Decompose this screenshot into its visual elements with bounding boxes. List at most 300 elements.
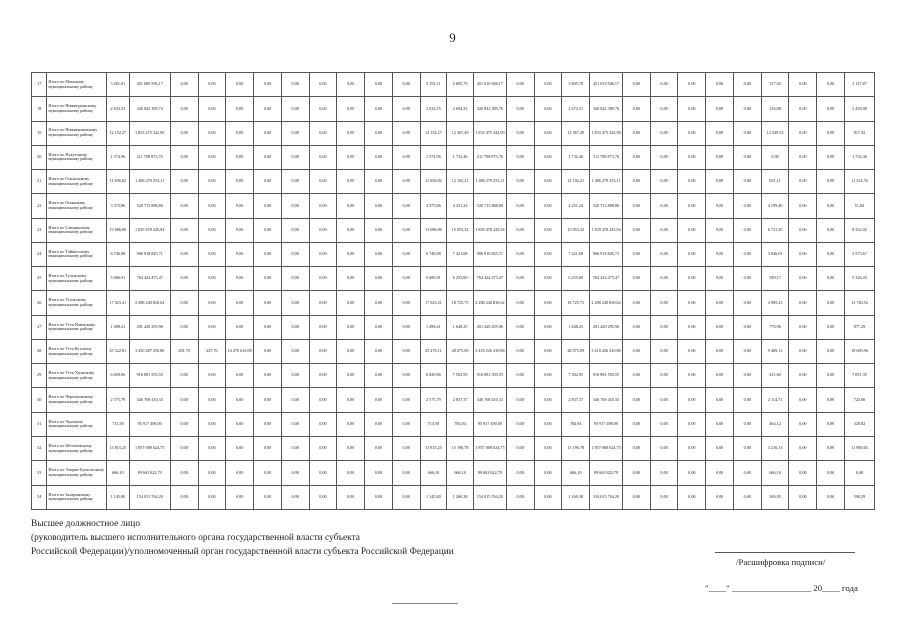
value-cell: 1 857 008 624,75 [590,436,623,460]
value-cell: 0,00 [170,242,198,266]
value-cell: 0,00 [678,242,706,266]
value-cell: 0,00 [392,364,420,388]
district-name-cell: Итого по Чунскому муниципальному району [47,412,107,436]
value-cell: 1 839 478 245,94 [129,218,170,242]
value-cell: 0,00 [198,121,226,145]
value-cell: 0,00 [733,194,761,218]
value-cell: 0,00 [392,97,420,121]
value-cell: 0,00 [622,461,650,485]
value-cell: 2 605,79 [447,73,474,97]
value-cell: 0,00 [309,242,337,266]
value-cell: 0,00 [706,170,734,194]
value-cell: 0,00 [678,194,706,218]
table-row [32,315,875,339]
row-number-cell: 29 [32,364,47,388]
value-cell: 0,00 [706,388,734,412]
value-cell: 5 326,43 [844,267,874,291]
value-cell: 0,00 [506,121,534,145]
value-cell: 5 686,91 [107,267,130,291]
value-cell: 0,00 [309,73,337,97]
value-cell: 0,00 [534,145,562,169]
value-cell: 0,00 [733,121,761,145]
value-cell: 0,00 [365,388,393,412]
value-cell: 13 815,25 [420,436,447,460]
value-cell: 0,00 [817,145,845,169]
value-cell: 0,00 [789,97,817,121]
value-cell: 0,00 [281,315,309,339]
value-cell: 0,00 [392,291,420,315]
value-cell: 1 260,38 [562,485,590,509]
value-cell: 7 421,68 [447,242,474,266]
value-cell: 12 152,27 [420,121,447,145]
value-cell: 0,00 [706,121,734,145]
value-cell: 0,00 [622,412,650,436]
value-cell: 0,00 [534,194,562,218]
value-cell: 0,00 [789,291,817,315]
value-cell: 0,00 [650,145,678,169]
value-cell: 154 015 764,20 [473,485,506,509]
value-cell: 0,00 [392,170,420,194]
value-cell: 0,00 [309,218,337,242]
row-number-cell: 17 [32,73,47,97]
value-cell: 0,00 [506,170,534,194]
value-cell: 14 470 616,00 [226,339,254,363]
value-cell: 0,00 [281,267,309,291]
value-cell: 0,00 [650,339,678,363]
value-cell: 0,00 [817,73,845,97]
row-number-cell: 26 [32,291,47,315]
value-cell: 0,00 [226,121,254,145]
value-cell: 0,00 [170,218,198,242]
value-cell: 0,00 [506,267,534,291]
value-cell: 0,00 [309,412,337,436]
value-cell: 12 152,27 [107,121,130,145]
value-cell: 1 648,25 [562,315,590,339]
value-cell: 0,00 [650,436,678,460]
district-name-cell: Итого по Усть-Илимскому муниципальному району [47,315,107,339]
value-cell: 0,00 [337,218,365,242]
value-cell: 451 600 596,17 [129,73,170,97]
district-name-cell: Итого по Слюдянскому муниципальному району [47,218,107,242]
value-cell: 6 746,98 [107,242,130,266]
value-cell: 0,00 [678,388,706,412]
value-cell: 929,17 [761,267,789,291]
value-cell: 0,00 [733,218,761,242]
value-cell: 0,00 [789,364,817,388]
value-cell: 2 633,53 [107,97,130,121]
value-cell: 95 917 490,00 [129,412,170,436]
value-cell: 89 663 822,79 [473,461,506,485]
value-cell: 13 686,86 [420,218,447,242]
value-cell: 0,00 [650,242,678,266]
district-name-cell: Итого по Нукутскому муниципальному району [47,145,107,169]
value-cell: 0,00 [281,388,309,412]
value-cell: 451 619 946,17 [590,73,623,97]
value-cell: 0,00 [226,315,254,339]
row-number-cell: 22 [32,194,47,218]
value-cell: 916 881 593,55 [590,364,623,388]
value-cell: 1 498,41 [420,315,447,339]
value-cell: 0,00 [281,412,309,436]
value-cell: 201 420 295,96 [590,315,623,339]
value-cell: 0,00 [534,485,562,509]
value-cell: 0,00 [678,412,706,436]
value-cell: 18 725,75 [447,291,474,315]
table-row [32,291,875,315]
value-cell: 3 261,81 [107,73,130,97]
district-name-cell: Итого по Мамскому муниципальному району [47,73,107,97]
value-cell: 0,00 [365,73,393,97]
district-name-cell: Итого по Заларинскому муниципальному району [47,485,107,509]
value-cell: 906 918 845,71 [473,242,506,266]
table-row [32,267,875,291]
value-cell: 0,00 [365,315,393,339]
value-cell: 0,00 [392,121,420,145]
value-cell: 0,00 [706,242,734,266]
value-cell: 0,00 [622,339,650,363]
value-cell: 0,00 [254,388,282,412]
value-cell: 0,00 [506,485,534,509]
value-cell: 0,00 [622,73,650,97]
value-cell: 0,00 [392,485,420,509]
value-cell: 25 522,81 [107,339,130,363]
value-cell: 18 725,75 [562,291,590,315]
value-cell: 0,00 [534,267,562,291]
value-cell: 1 486 279 253,11 [590,170,623,194]
value-cell: 0,00 [226,194,254,218]
value-cell: 0,00 [789,436,817,460]
value-cell: 0,00 [706,315,734,339]
value-cell: 7 502,95 [562,364,590,388]
value-cell: 0,00 [817,267,845,291]
value-cell: 0,00 [706,485,734,509]
value-cell: 12 367,49 [562,121,590,145]
value-cell: 0,00 [706,267,734,291]
table-row [32,145,875,169]
value-cell: 0,00 [309,291,337,315]
district-name-cell: Итого по Черемховскому муниципальному району [47,388,107,412]
value-cell: 0,00 [534,242,562,266]
value-cell: 7 421,68 [562,242,590,266]
value-cell: 216,88 [761,97,789,121]
value-cell: 4 199,40 [761,194,789,218]
value-cell: 0,00 [650,461,678,485]
value-cell: 0,00 [170,388,198,412]
value-cell: 0,00 [392,145,420,169]
value-cell: 0,00 [678,218,706,242]
value-cell: 0,00 [337,485,365,509]
district-name-cell: Итого по Усть-Кутскому муниципальному району [47,339,107,363]
value-cell: 0,00 [226,485,254,509]
value-cell: 2 114,71 [761,388,789,412]
value-cell: 0,00 [534,315,562,339]
value-cell: 0,00 [506,194,534,218]
value-cell: 0,00 [789,194,817,218]
value-cell: 0,00 [365,364,393,388]
value-cell: 211 798 873,76 [473,145,506,169]
value-cell: 0,00 [534,412,562,436]
value-cell: 0,00 [337,242,365,266]
value-cell: 0,00 [733,364,761,388]
value-cell: 0,00 [534,97,562,121]
value-cell: 0,00 [817,194,845,218]
value-cell: 2 288 240 830,62 [129,291,170,315]
value-cell: 1 857 008 624,75 [129,436,170,460]
value-cell: 0,00 [254,242,282,266]
value-cell: 0,00 [365,267,393,291]
value-cell: 0,00 [678,339,706,363]
value-cell: 0,00 [281,461,309,485]
value-cell: 0,00 [706,73,734,97]
value-cell: 0,00 [733,170,761,194]
value-cell: 666,10 [420,461,447,485]
value-cell: 0,00 [678,436,706,460]
value-cell: 1 486 279 253,11 [473,170,506,194]
value-cell: 0,00 [337,461,365,485]
value-cell: 0,00 [337,97,365,121]
value-cell: 0,00 [678,461,706,485]
value-cell: 1 260,38 [447,485,474,509]
value-cell: 18 605,96 [844,339,874,363]
value-cell: 0,00 [226,461,254,485]
value-cell: 0,00 [789,461,817,485]
value-cell: 0,00 [309,364,337,388]
value-cell: 0,00 [817,291,845,315]
value-cell: 0,00 [622,194,650,218]
value-cell: 0,00 [817,97,845,121]
table-row [32,364,875,388]
value-cell: 0,00 [789,170,817,194]
value-cell: 0,00 [226,388,254,412]
value-cell: 0,00 [706,291,734,315]
value-cell: 0,00 [706,436,734,460]
table-row [32,97,875,121]
value-cell: 0,00 [254,170,282,194]
value-cell: 0,00 [392,436,420,460]
value-cell: 0,00 [392,339,420,363]
value-cell: 326 842 389,74 [129,97,170,121]
value-cell: 2 694,33 [447,97,474,121]
value-cell: 569,95 [761,485,789,509]
value-cell: 0,00 [365,97,393,121]
value-cell: 13 740,52 [844,291,874,315]
value-cell: 0,00 [678,145,706,169]
value-cell: 0,00 [678,291,706,315]
value-cell: 0,00 [622,315,650,339]
value-cell: 0,00 [622,267,650,291]
value-cell: 0,00 [281,121,309,145]
value-cell: 0,00 [789,412,817,436]
value-cell: 0,00 [506,242,534,266]
value-cell: 0,00 [198,73,226,97]
value-cell: 15 053,32 [447,218,474,242]
value-cell: 0,00 [170,412,198,436]
value-cell: 0,00 [337,170,365,194]
value-cell: 0,00 [733,291,761,315]
row-number-cell: 21 [32,170,47,194]
row-number-cell: 23 [32,218,47,242]
value-cell: 1 648,25 [447,315,474,339]
value-cell: 3 191,11 [420,73,447,97]
value-cell: 0,00 [198,412,226,436]
table-row [32,412,875,436]
value-cell: 3 605,78 [562,73,590,97]
value-cell: 0,00 [817,436,845,460]
district-name-cell: Итого по Шелеховскому муниципальному району [47,436,107,460]
value-cell: 0,00 [281,485,309,509]
value-cell: 0,00 [170,485,198,509]
value-cell: 0,00 [678,97,706,121]
value-cell: 0,00 [337,339,365,363]
value-cell: 89 663 822,79 [590,461,623,485]
value-cell: 3 846,01 [761,242,789,266]
value-cell: 0,00 [226,267,254,291]
value-cell: 0,00 [650,97,678,121]
value-cell: 211 798 873,76 [129,145,170,169]
value-cell: 0,00 [309,436,337,460]
district-name-cell: Итого по Усть-Удинскому муниципальному району [47,364,107,388]
value-cell: 0,00 [733,315,761,339]
value-cell: 0,00 [761,145,789,169]
value-cell: 0,00 [706,97,734,121]
value-cell: 0,00 [198,485,226,509]
value-cell: 0,00 [650,485,678,509]
value-cell: 0,00 [622,170,650,194]
value-cell: 25 276,11 [420,339,447,363]
value-cell: 0,00 [198,194,226,218]
value-cell: 0,00 [337,194,365,218]
value-cell: 17 023,41 [420,291,447,315]
value-cell: 0,00 [817,121,845,145]
value-cell: 0,00 [622,291,650,315]
value-cell: 0,00 [170,315,198,339]
value-cell: 0,00 [733,73,761,97]
value-cell: 0,00 [365,291,393,315]
signature-line [715,552,855,553]
value-cell: 713,58 [420,412,447,436]
value-cell: 0,00 [506,291,534,315]
table-row [32,242,875,266]
value-cell: 1 732,46 [844,145,874,169]
value-cell: 916 881 593,55 [473,364,506,388]
value-cell: 0,00 [309,145,337,169]
value-cell: 0,00 [198,388,226,412]
value-cell: 0,00 [226,291,254,315]
footer-line-2: (руководитель высшего исполнительного органа государственной власти субъекта [31,533,360,543]
value-cell: 0,00 [844,461,874,485]
value-cell: 0,00 [392,461,420,485]
value-cell: 0,00 [170,170,198,194]
value-cell: 1 498,41 [107,315,130,339]
value-cell: 0,00 [534,73,562,97]
value-cell: 0,00 [170,267,198,291]
value-cell: 28 075,09 [562,339,590,363]
value-cell: 0,00 [281,339,309,363]
value-cell: 0,00 [198,218,226,242]
value-cell: 12 549,53 [761,121,789,145]
value-cell: 0,00 [506,145,534,169]
value-cell: 0,00 [281,97,309,121]
value-cell: 0,00 [650,388,678,412]
value-cell: 916 881 593,55 [129,364,170,388]
value-cell: 0,00 [733,436,761,460]
row-number-cell: 30 [32,388,47,412]
value-cell: 0,00 [337,388,365,412]
value-cell: 0,00 [789,267,817,291]
value-cell: 8 332,02 [844,218,874,242]
value-cell: 0,00 [365,242,393,266]
value-cell: 1 574,96 [420,145,447,169]
value-cell: 7 502,95 [447,364,474,388]
value-cell: 0,00 [309,194,337,218]
value-cell: 0,00 [534,364,562,388]
value-cell: 0,00 [678,170,706,194]
value-cell: 0,00 [198,461,226,485]
value-cell: 0,00 [254,121,282,145]
value-cell: 3 137,87 [844,73,874,97]
value-cell: 666,10 [447,461,474,485]
value-cell: 520 713 888,80 [473,194,506,218]
value-cell: 0,00 [170,121,198,145]
value-cell: 0,00 [650,291,678,315]
value-cell: 0,00 [506,461,534,485]
value-cell: 0,00 [254,97,282,121]
value-cell: 2 288 240 830,62 [473,291,506,315]
page-number: 9 [449,30,456,45]
value-cell: 520 713 886,80 [129,194,170,218]
value-cell: 346 768 410,33 [590,388,623,412]
value-cell: 0,00 [506,97,534,121]
value-cell: 1 145,80 [420,485,447,509]
district-name-cell: Итого по Осинскому муниципальному району [47,194,107,218]
value-cell: 0,00 [281,436,309,460]
value-cell: 15 053,32 [562,218,590,242]
value-cell: 0,00 [281,218,309,242]
value-cell: 2 575,79 [420,388,447,412]
value-cell: 0,00 [198,97,226,121]
value-cell: 0,00 [817,412,845,436]
value-cell: 0,00 [506,364,534,388]
value-cell: 0,00 [733,242,761,266]
value-cell: 0,00 [706,145,734,169]
value-cell: 0,00 [678,364,706,388]
table-row [32,436,875,460]
value-cell: 0,00 [170,436,198,460]
value-cell: 764 424 473,47 [590,267,623,291]
value-cell: 326 842 389,76 [590,97,623,121]
value-cell: 0,00 [678,121,706,145]
value-cell: 0,00 [309,267,337,291]
value-cell: 0,00 [392,388,420,412]
value-cell: 0,00 [733,97,761,121]
value-cell: 0,00 [622,485,650,509]
value-cell: 0,00 [254,436,282,460]
value-cell: 0,00 [226,436,254,460]
value-cell: 0,00 [650,170,678,194]
value-cell: 0,00 [817,461,845,485]
value-cell: 590,29 [844,485,874,509]
value-cell: 0,00 [733,267,761,291]
value-cell: 17 023,41 [107,291,130,315]
value-cell: 3 375,86 [107,194,130,218]
table-row [32,485,875,509]
value-cell: 0,00 [309,485,337,509]
value-cell: 0,00 [226,412,254,436]
value-cell: 0,00 [650,218,678,242]
value-cell: 2 674,31 [562,97,590,121]
value-cell: 0,00 [254,267,282,291]
value-cell: 0,00 [337,73,365,97]
